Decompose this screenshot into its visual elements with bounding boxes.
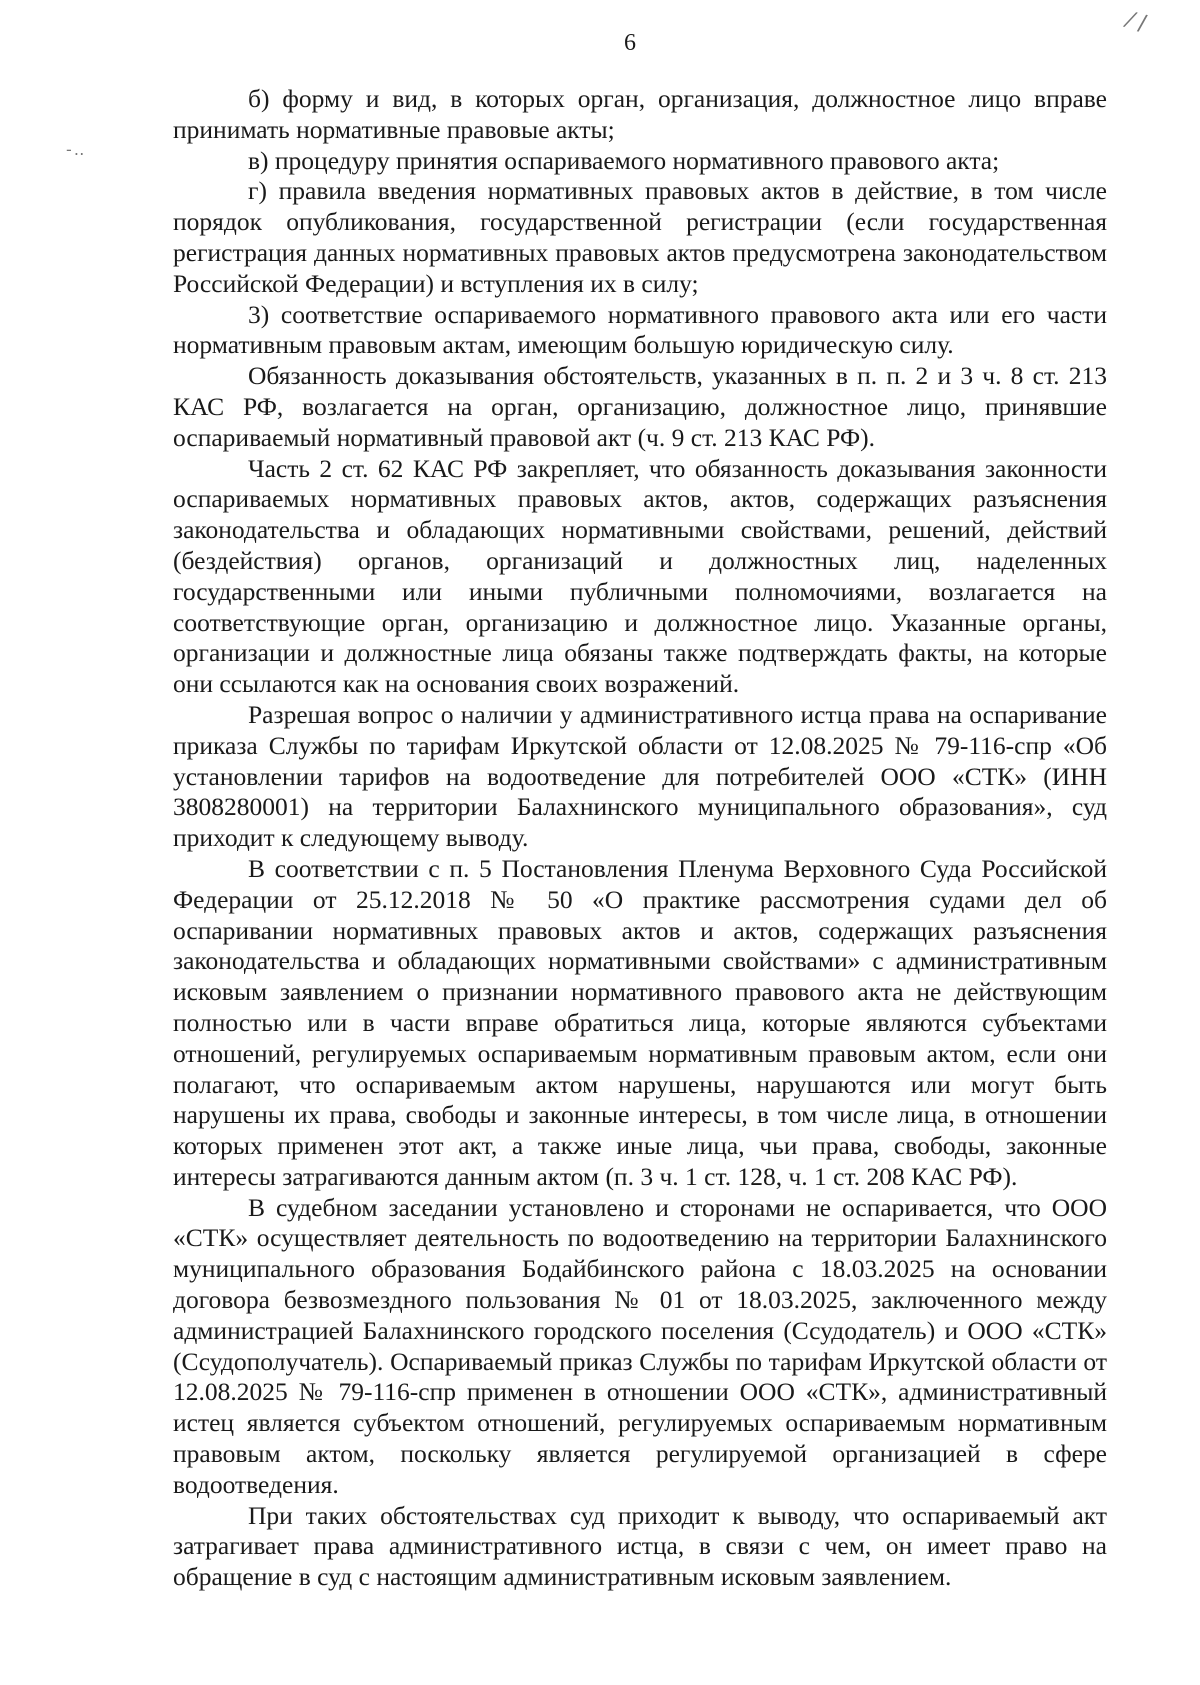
paragraph: В судебном заседании установлено и сторонами не оспаривается, что ООО «СТК» осуществляет деятельность по водоотведению на территории Балахнинского муниципального образования Бодайбинского района с 18.03.2025 на основании договора безвозмездного пользования № 01 от 18.03.2025, заключенного между администрацией Балахнинского городского поселения (Ссудодатель) и ООО «СТК» (Ссудополучатель). Оспариваемый приказ Службы по тарифам Иркутской области от 12.08.2025 № 79-116-спр применен в отношении ООО «СТК», административный истец является субъектом отношений, регулируемых оспариваемым нормативным правовым актом, поскольку является регулируемой организацией в сфере водоотведения. <box>173 1192 1107 1499</box>
paragraph: Разрешая вопрос о наличии у административного истца права на оспаривание приказа Службы по тарифам Иркутской области от 12.08.2025 № 79-116-спр «Об установлении тарифов на водоотведение для потребителей ООО «СТК» (ИНН 3808280001) на территории Балахнинского муниципального образования», суд приходит к следующему выводу. <box>173 699 1107 853</box>
paragraph: Часть 2 ст. 62 КАС РФ закрепляет, что обязанность доказывания законности оспариваемых нормативных правовых актов, актов, содержащих разъяснения законодательства и обладающих нормативными свойствами, решений, действий (бездействия) органов, организаций и должностных лиц, наделенных государственными или иными публичными полномочиями, возлагается на соответствующие орган, организацию и должностное лицо. Указанные органы, организации и должностные лица обязаны также подтверждать факты, на которые они ссылаются как на основания своих возражений. <box>173 453 1107 699</box>
paragraph: г) правила введения нормативных правовых актов в действие, в том числе порядок опубликования, государственной регистрации (если государственная регистрация данных нормативных правовых актов предусмотрена законодательством Российской Федерации) и вступления их в силу; <box>173 176 1107 298</box>
paragraph: В соответствии с п. 5 Постановления Пленума Верховного Суда Российской Федерации от 25.12.2018 № 50 «О практике рассмотрения судами дел об оспаривании нормативных правовых актов и актов, содержащих разъяснения законодательства и обладающих нормативными свойствами» с административным исковым заявлением о признании нормативного правового акта не действующим полностью или в части вправе обратиться лица, которые являются субъектами отношений, регулируемых оспариваемым нормативным правовым актом, если они полагают, что оспариваемым актом нарушены, нарушаются или могут быть нарушены их права, свободы и законные интересы, в том числе лица, в отношении которых применен этот акт, а также иные лица, чьи права, свободы, законные интересы затрагиваются данным актом (п. 3 ч. 1 ст. 128, ч. 1 ст. 208 КАС РФ). <box>173 853 1107 1191</box>
scan-artifact-mark: ‐‥ <box>66 140 87 159</box>
paragraph: Обязанность доказывания обстоятельств, указанных в п. п. 2 и 3 ч. 8 ст. 213 КАС РФ, возлагается на орган, организацию, должностное лицо, принявшие оспариваемый нормативный правовой акт (ч. 9 ст. 213 КАС РФ). <box>173 361 1107 452</box>
paragraph: При таких обстоятельствах суд приходит к выводу, что оспариваемый акт затрагивает права административного истца, в связи с чем, он имеет право на обращение в суд с настоящим административным исковым заявлением. <box>173 1500 1107 1592</box>
paragraph: в) процедуру принятия оспариваемого нормативного правового акта; <box>248 145 1000 175</box>
page-number: 6 <box>624 30 636 56</box>
scan-artifact-mark: ⁄ ∕ <box>1125 8 1149 37</box>
paragraph: б) форму и вид, в которых орган, организация, должностное лицо вправе принимать нормативные правовые акты; <box>173 84 1107 144</box>
document-body <box>173 84 1107 1593</box>
paragraph: 3) соответствие оспариваемого нормативного правового акта или его части нормативным правовым актам, имеющим большую юридическую силу. <box>173 299 1107 360</box>
